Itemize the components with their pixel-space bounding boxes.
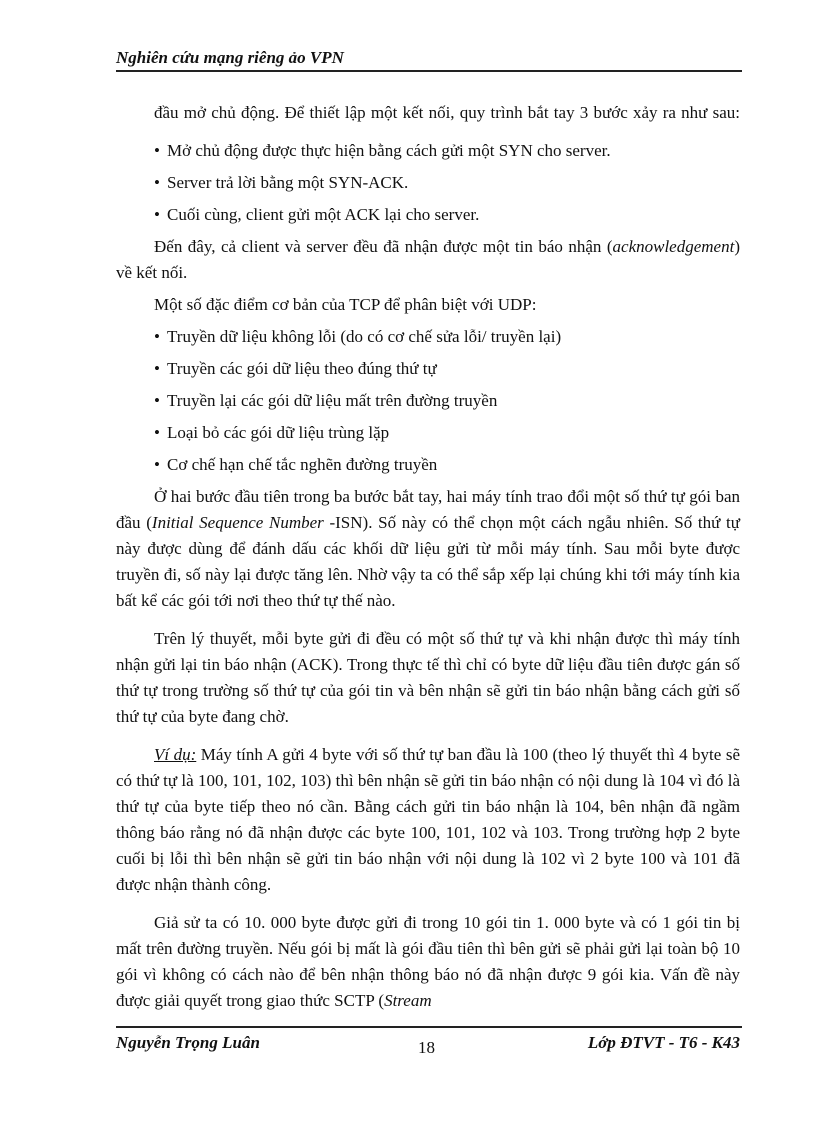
paragraph-2-emphasis: acknowledgement	[612, 237, 735, 256]
paragraph-4	[116, 484, 740, 614]
list-item	[116, 170, 740, 196]
paragraph-6-text: Máy tính A gửi 4 byte với số thứ tự ban đầu là 100 (theo lý thuyết thì 4 byte sẽ có thứ tự là 100, 101, 102, 103) thì bên nhận sẽ gửi tin báo nhận có nội dung là 104 vì đó là thứ tự của byte tiếp theo nó cần. Bằng cách gửi tin báo nhận là 104, bên nhận đã ngầm thông báo rằng nó đã nhận được các byte 100, 101, 102 và 103. Trong trường hợp 2 byte cuối bị lỗi thì bên nhận sẽ gửi tin báo nhận với nội dung là 102 vì 2 byte 100 và 101 đã được nhận thành công.	[116, 745, 740, 894]
list-item	[116, 420, 740, 446]
paragraph-4-text-b: -ISN). Số này có thể chọn một cách ngẫu nhiên. Số thứ tự này được dùng để đánh dấu các khối dữ liệu gửi từ mỗi máy tính. Sau mỗi byte được truyền đi, số này lại được tăng lên. Nhờ vậy ta có thể sắp xếp lại chúng khi tới máy tính kia bất kể các gói tới nơi theo thứ tự thế nào.	[116, 513, 740, 610]
page-number: 18	[418, 1038, 435, 1057]
page-body	[116, 100, 740, 1014]
paragraph-1: đầu mở chủ động. Để thiết lập một kết nối, quy trình bắt tay 3 bước xảy ra như sau:	[154, 103, 740, 122]
bullet-icon: •	[154, 359, 160, 378]
header-title: Nghiên cứu mạng riêng ảo VPN	[116, 48, 344, 67]
footer-class-label: Lớp ĐTVT - T6 - K43	[587, 1033, 740, 1052]
paragraph-2-text-a: Đến đây, cả client và server đều đã nhận được một tin báo nhận (	[154, 237, 613, 256]
list-item	[116, 452, 740, 478]
paragraph-7-text: Giả sử ta có 10. 000 byte được gửi đi trong 10 gói tin 1. 000 byte và có 1 gói tin bị mất trên đường truyền. Nếu gói bị mất là gói đầu tiên thì bên gửi sẽ phải gửi lại toàn bộ 10 gói vì không có cách nào để bên nhận thông báo nó đã nhận được 9 gói kia. Vấn đề này được giải quyết trong giao thức SCTP (	[116, 913, 740, 1010]
bullet-text: Loại bỏ các gói dữ liệu trùng lặp	[167, 423, 390, 442]
bullet-text: Truyền lại các gói dữ liệu mất trên đường truyền	[167, 391, 498, 410]
paragraph-3: Một số đặc điểm cơ bản của TCP để phân biệt với UDP:	[154, 295, 537, 314]
bullet-text: Truyền dữ liệu không lỗi (do có cơ chế sửa lỗi/ truyền lại)	[167, 327, 562, 346]
bullet-icon: •	[154, 205, 160, 224]
paragraph-2-text-b: ) về kết nối.	[116, 237, 740, 282]
bullet-text: Truyền các gói dữ liệu theo đúng thứ tự	[167, 359, 437, 378]
header-divider	[116, 70, 742, 72]
bullet-text: Mở chủ động được thực hiện bằng cách gửi một SYN cho server.	[167, 141, 611, 160]
list-item	[116, 202, 740, 228]
list-item	[116, 356, 740, 382]
footer-divider	[116, 1026, 742, 1028]
paragraph-5: Trên lý thuyết, mỗi byte gửi đi đều có một số thứ tự và khi nhận được thì máy tính nhận gửi lại tin báo nhận (ACK). Trong thực tế thì chỉ có byte dữ liệu đầu tiên được gán số thứ tự trong trường số thứ tự của gói tin và bên nhận sẽ gửi tin báo nhận bằng cách gửi số thứ tự của byte đang chờ.	[116, 629, 740, 726]
bullet-icon: •	[154, 423, 160, 442]
paragraph-7-emphasis: Stream	[384, 991, 432, 1010]
bullet-icon: •	[154, 455, 160, 474]
bullet-icon: •	[154, 327, 160, 346]
list-item	[116, 324, 740, 350]
bullet-text: Cơ chế hạn chế tắc nghẽn đường truyền	[167, 455, 438, 474]
bullet-text: Server trả lời bằng một SYN-ACK.	[167, 173, 409, 192]
bullet-icon: •	[154, 391, 160, 410]
footer-author: Nguyễn Trọng Luân	[116, 1033, 260, 1052]
paragraph-4-emphasis: Initial Sequence Number	[151, 513, 324, 532]
paragraph-4-text-a: Ở hai bước đầu tiên trong ba bước bắt tay, hai máy tính trao đổi một số thứ tự gói ban đầu (	[116, 487, 740, 532]
list-item	[116, 138, 740, 164]
bullet-text: Cuối cùng, client gửi một ACK lại cho server.	[167, 205, 480, 224]
bullet-icon: •	[154, 141, 160, 160]
example-label: Ví dụ:	[154, 745, 197, 764]
bullet-icon: •	[154, 173, 160, 192]
list-item	[116, 388, 740, 414]
paragraph-7	[116, 910, 740, 1014]
paragraph-6	[116, 742, 740, 898]
paragraph-2	[116, 234, 740, 286]
